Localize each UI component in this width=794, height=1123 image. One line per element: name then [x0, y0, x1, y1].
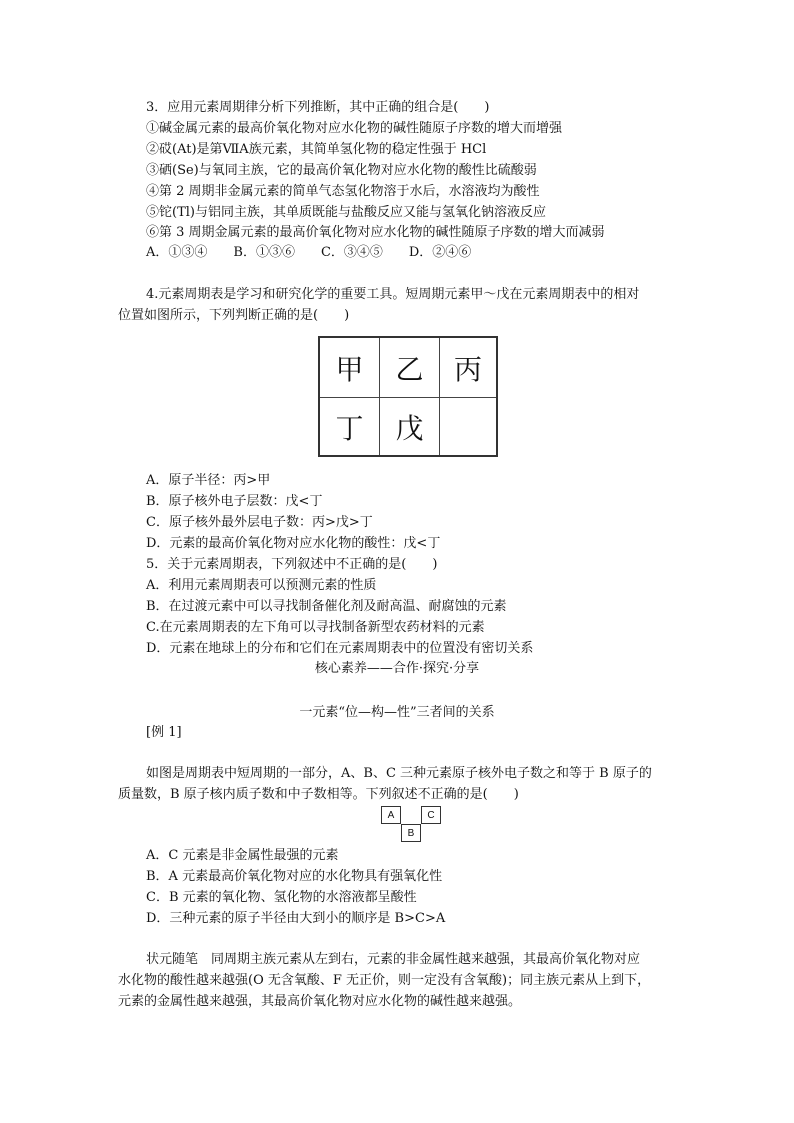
question-3-item-2: ②砹(At)是第ⅦA族元素，其简单氢化物的稳定性强于 HCl	[146, 142, 487, 157]
question-4-option-a: A．原子半径：丙>甲	[146, 473, 271, 488]
question-5-option-b: B．在过渡元素中可以寻找制备催化剂及耐高温、耐腐蚀的元素	[146, 599, 507, 614]
question-5-stem: 5．关于元素周期表，下列叙述中不正确的是( )	[146, 557, 438, 572]
question-3-options: A．①③④ B．①③⑥ C．③④⑤ D．②④⑥	[146, 245, 472, 260]
example-option-d: D．三种元素的原子半径由大到小的顺序是 B>C>A	[146, 911, 446, 926]
question-5-option-a: A．利用元素周期表可以预测元素的性质	[146, 578, 377, 593]
question-5-option-d: D．元素在地球上的分布和它们在元素周期表中的位置没有密切关系	[146, 641, 534, 656]
question-4-option-c: C．原子核外最外层电子数：丙>戊>丁	[146, 515, 373, 530]
example-label: [例 1]	[146, 725, 182, 740]
question-5-option-c: C.在元素周期表的左下角可以寻找制备新型农药材料的元素	[146, 620, 485, 635]
section-title: 核心素养——合作·探究·分享	[314, 661, 480, 676]
abc-position-diagram	[381, 806, 441, 842]
diagram-cell-b: B	[401, 824, 421, 842]
note-line-2: 水化物的酸性越来越强(O 无含氧酸、F 无正价，则一定没有含氧酸)；同主族元素从上到下，	[118, 973, 651, 988]
diagram-cell-a: A	[381, 806, 401, 824]
question-4-stem-line-2: 位置如图所示，下列判断正确的是( )	[118, 308, 350, 323]
question-4-option-d: D．元素的最高价氧化物对应水化物的酸性：戊<丁	[146, 536, 441, 551]
question-3-item-4: ④第 2 周期非金属元素的简单气态氢化物溶于水后，水溶液均为酸性	[146, 184, 540, 199]
element-cell-empty	[440, 398, 496, 455]
element-cell-yi: 乙	[380, 338, 440, 398]
question-4-stem-line-1: 4.元素周期表是学习和研究化学的重要工具。短周期元素甲～戊在元素周期表中的相对	[146, 287, 640, 302]
note-line-1: 状元随笔 同周期主族元素从左到右，元素的非金属性越来越强，其最高价氧化物对应	[146, 952, 641, 967]
question-3-item-5: ⑤铊(Tl)与铝同主族，其单质既能与盐酸反应又能与氢氧化钠溶液反应	[146, 205, 546, 220]
question-3-stem: 3．应用元素周期律分析下列推断，其中正确的组合是( )	[146, 100, 490, 115]
element-position-table	[318, 336, 498, 457]
element-cell-jia: 甲	[320, 338, 380, 398]
diagram-cell-c: C	[421, 806, 441, 824]
question-4-option-b: B．原子核外电子层数：戊<丁	[146, 494, 323, 509]
question-3-item-3: ③硒(Se)与氧同主族，它的最高价氧化物对应水化物的酸性比硫酸弱	[146, 163, 537, 178]
question-3-item-1: ①碱金属元素的最高价氧化物对应水化物的碱性随原子序数的增大而增强	[146, 121, 563, 136]
note-line-3: 元素的金属性越来越强，其最高价氧化物对应水化物的碱性越来越强。	[118, 994, 522, 1009]
example-stem-line-2: 质量数，B 原子核内质子数和中子数相等。下列叙述不正确的是( )	[118, 787, 519, 802]
example-stem-line-1: 如图是周期表中短周期的一部分，A、B、C 三种元素原子核外电子数之和等于 B 原子的	[146, 766, 652, 781]
element-cell-ding: 丁	[320, 398, 380, 455]
example-option-c: C．B 元素的氧化物、氢化物的水溶液都呈酸性	[146, 890, 417, 905]
element-cell-bing: 丙	[440, 338, 496, 398]
subsection-title: 一元素“位—构—性”三者间的关系	[299, 705, 495, 720]
element-cell-wu: 戊	[380, 398, 440, 455]
example-option-a: A．C 元素是非金属性最强的元素	[146, 848, 339, 863]
example-option-b: B．A 元素最高价氧化物对应的水化物具有强氧化性	[146, 869, 443, 884]
question-3-item-6: ⑥第 3 周期金属元素的最高价氧化物对应水化物的碱性随原子序数的增大而减弱	[146, 225, 605, 240]
